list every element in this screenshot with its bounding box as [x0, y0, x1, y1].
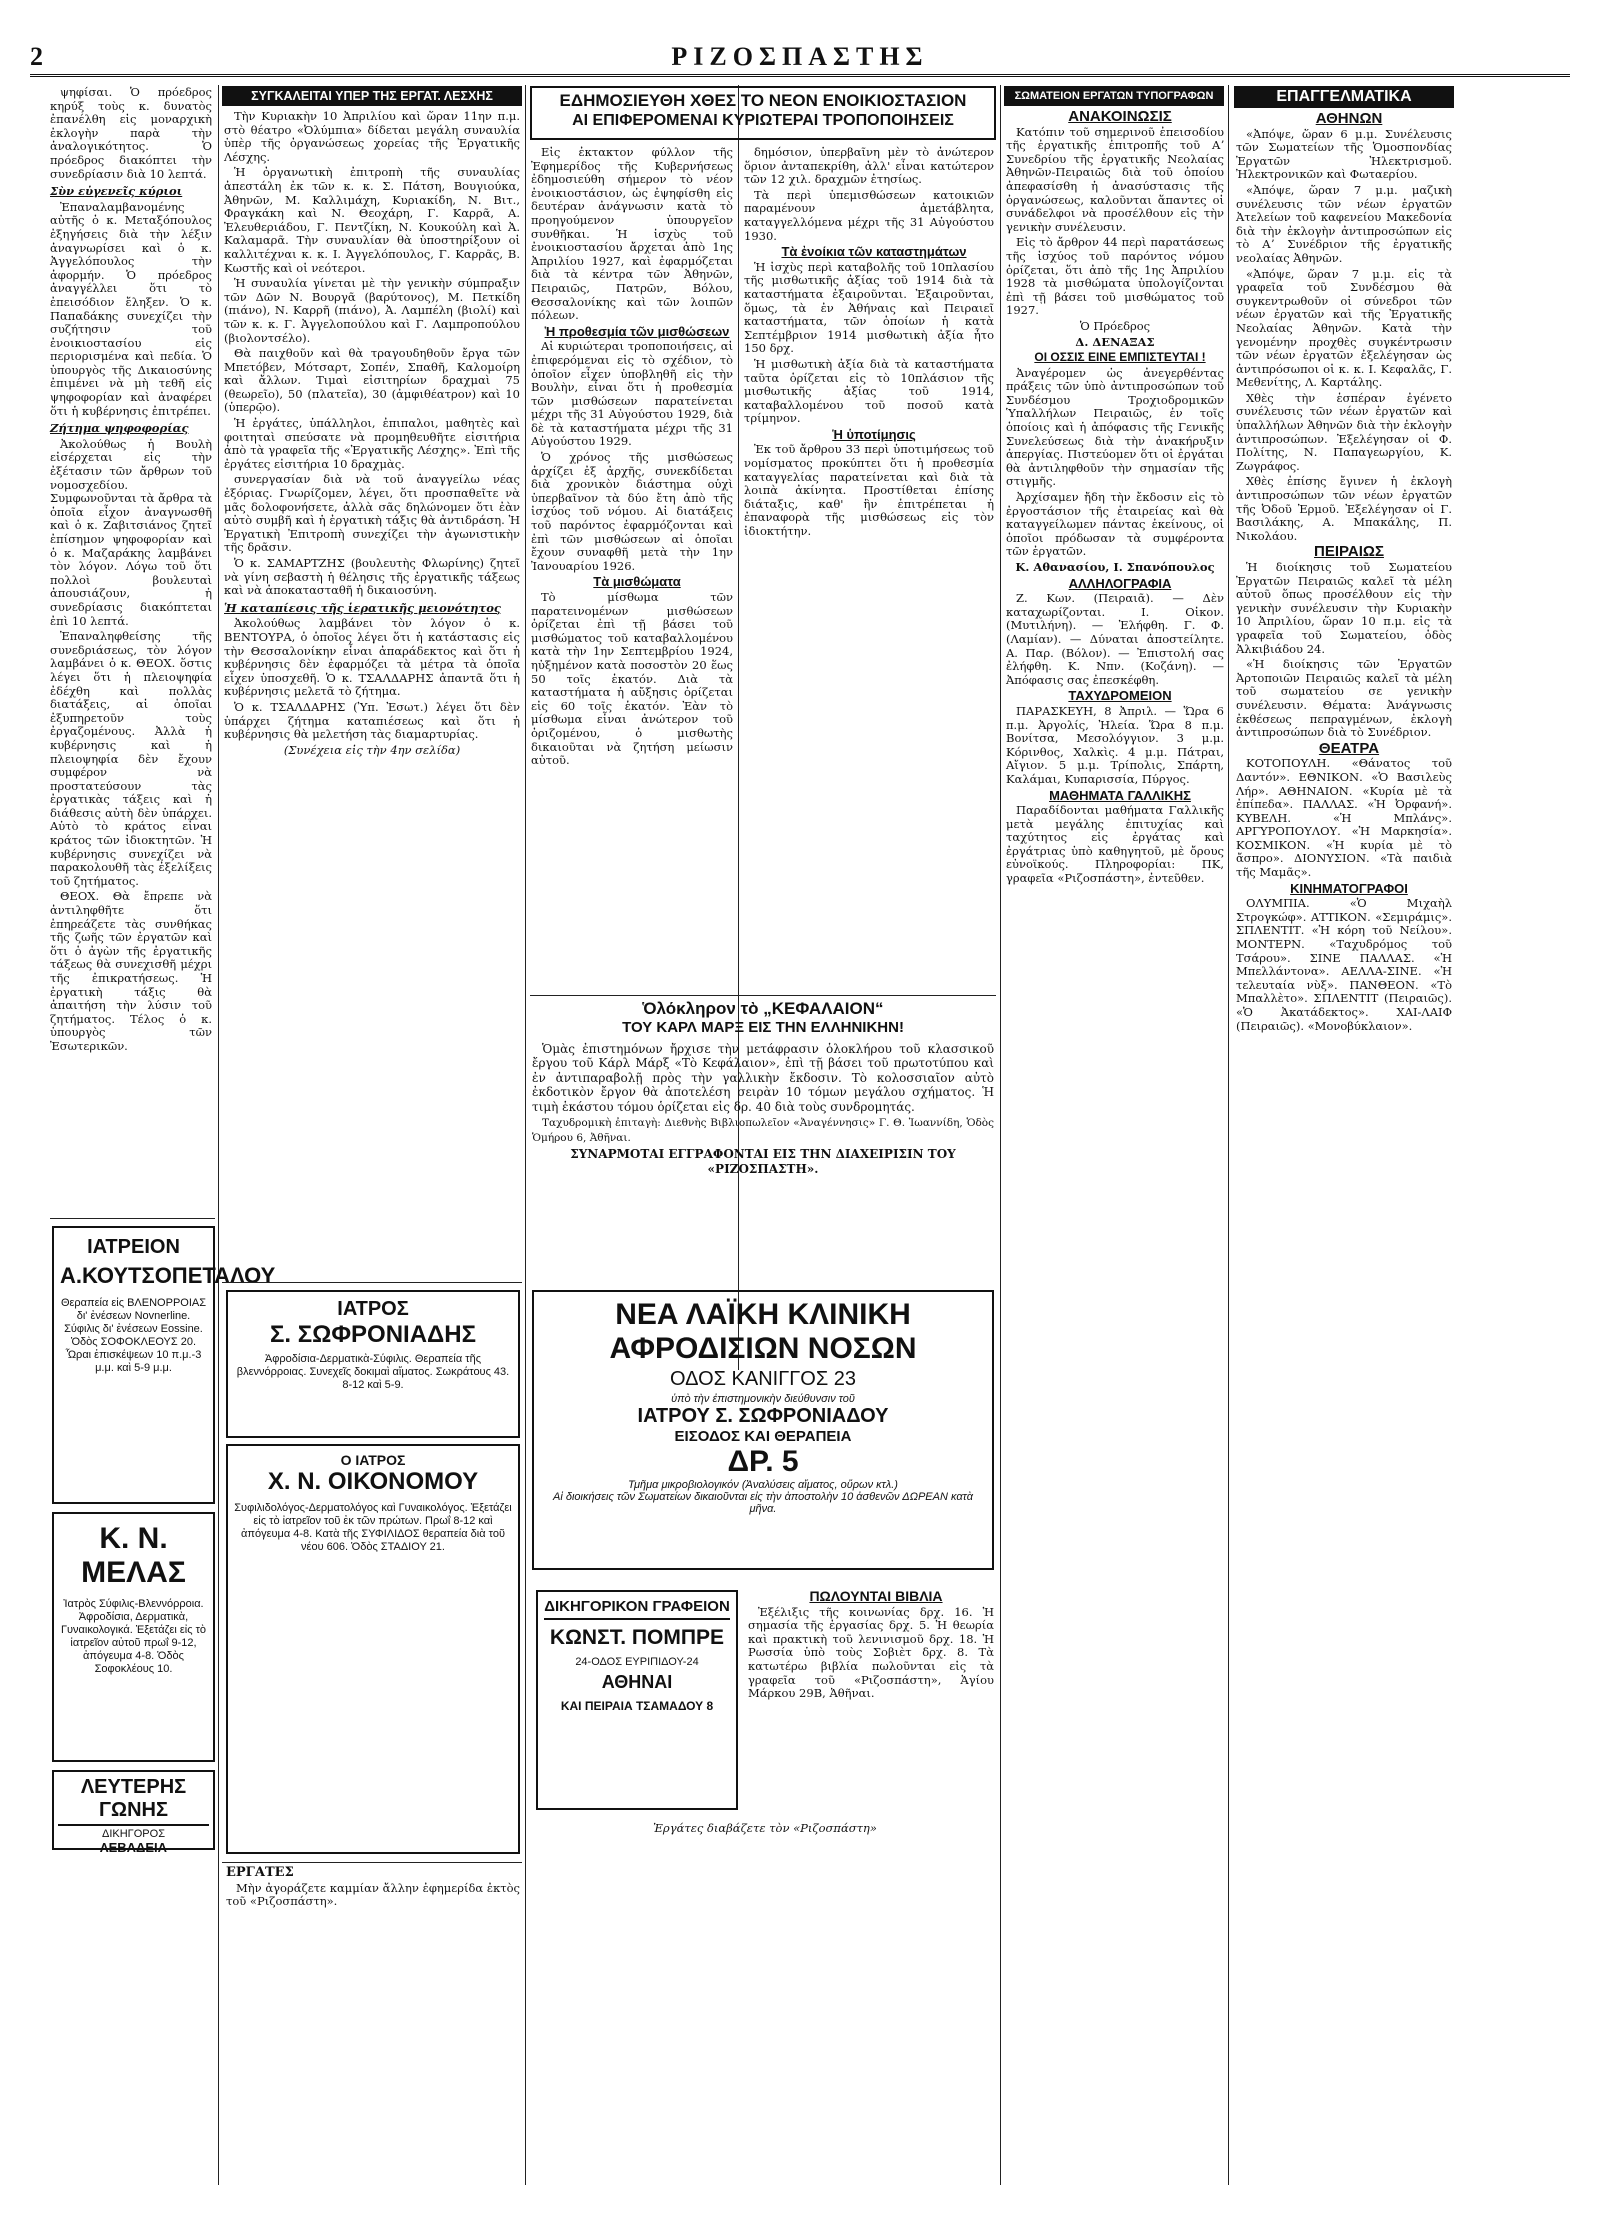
section-rule [222, 1282, 522, 1283]
ad-name: ΚΩΝΣΤ. ΠΟΜΠΡΕ [549, 1626, 725, 1649]
ad-body: Τμῆμα μικροβιολογικόν (Ἀναλύσεις αἵματος, οὔρων κτλ.) [628, 1479, 898, 1491]
ad-name: Α.ΚΟΥΤΣΟΠΕΤΑΛΟΥ [60, 1263, 276, 1288]
ad-books [748, 1590, 994, 1830]
section-subheading: ΤΑΧΥΔΡΟΜΕΙΟΝ [1068, 688, 1172, 704]
article-text: Ἀκολούθως λαμβάνει τὸν λόγον ὁ κ. ΒΕΝΤΟΥΡΑ, ὁ ὁποῖος λέγει ὅτι ἡ κατάστασις εἰς τὴν Θεσσαλονίκην εἶναι ἀπαράδεκτος καὶ ὅτι ἡ κυβέρνησις δὲν ἐφαρμόζει τὰ μέτρα τὰ ὁποῖα εἶχεν ὑποσχεθῆ. Ὁ κ. ΤΣΑΛΔΑΡΗΣ ἀπαντᾶ ὅτι ἡ κυβέρνησις μελετᾶ τὸ ζήτημα. [224, 616, 520, 699]
ad-address: 24-ΟΔΟΣ ΕΥΡΙΠΙΔΟΥ-24 [575, 1656, 699, 1668]
column-6 [1236, 112, 1452, 2112]
article-text: «Ἀπόψε, ὥραν 7 μ.μ. εἰς τὰ γραφεῖα τοῦ Συνδέσμου θὰ συγκεντρωθοῦν οἱ σύνεδροι τῶν νέων ἐργατῶν καὶ τῆς Ἐργατικῆς Νεολαίας Ἀθηνῶν. Κατὰ τὴν γενομένην προχθὲς συγκέντρωσιν τῶν νέων ἐργατῶν ἐξελέγησαν ὡς ἀντιπρόσωποι οἱ κ. κ. Ι. Κεφαλᾶς, Γ. Μεθενίτης, Λ. Καρτάλης. [1236, 266, 1452, 390]
kefalaion-notice [532, 1000, 994, 1278]
ad-name: Κ. Ν. ΜΕΛΑΣ [81, 1522, 186, 1589]
article-text: Ἡ διοίκησις τοῦ Σωματείου Ἐργατῶν Πειραιῶς καλεῖ τὰ μέλη αὐτοῦ ὅπως προσέλθουν εἰς τὴν γενικὴν συνέλευσιν τὴν Κυριακὴν 10 Ἀπριλίου, ὥραν 10 π.μ. εἰς τὰ γραφεῖα τοῦ Σωματείου, ὁδὸς Ἀλκιβιάδου 24. [1236, 560, 1452, 656]
masthead-title: ΡΙΖΟΣΠΑΣΤΗΣ [671, 42, 929, 71]
section-subheading: Ἡ καταπίεσις τῆς ἱερατικῆς μειονότητος [224, 600, 501, 615]
section-subheading: Ἡ προθεσμία τῶν μισθώσεων [544, 323, 730, 339]
section-subheading: Ἡ ὑποτίμησις [832, 426, 916, 442]
kefalaion-subtitle: ΤΟΥ ΚΑΡΛ ΜΑΡΞ ΕΙΣ ΤΗΝ ΕΛΛΗΝΙΚΗΝ! [622, 1018, 904, 1036]
ad-price: ΔΡ. 5 [727, 1445, 799, 1478]
article-text: Κατόπιν τοῦ σημερινοῦ ἐπεισοδίου τῆς ἐργατικῆς ἐπιτροπῆς τοῦ Αʼ Συνεδρίου τῆς ἐργατικῆς Νεολαίας Ἀθηνῶν-Πειραιῶς διὰ τοῦ ὁποίου ἀπεφασίσθη ἡ ἀνασύστασις τῆς ὀργανώσεως, καλοῦνται ἅπαντες οἱ συνάδελφοι νὰ προσέλθουν εἰς τὴν γενικὴν συνέλευσιν. [1006, 124, 1224, 234]
ad-doctor: ΙΑΤΡΟΥ Σ. ΣΩΦΡΟΝΙΑΔΟΥ [637, 1405, 889, 1427]
section-subheading: Ζήτημα ψηφοφορίας [50, 421, 189, 436]
article-text: Θὰ παιχθοῦν καὶ θὰ τραγουδηθοῦν ἔργα τῶν Μπετόβεν, Μότσαρτ, Σοπέν, Σπαθῆ, Καλομοίρη καὶ ἄλλων. Τιμαὶ εἰσιτηρίων δραχμαὶ 75 (θεωρεῖο), 50 (πλατεῖα), 30 (ἀμφιθέατρον) καὶ 10 (ὑπερῷο). [224, 346, 520, 415]
section-subheading: ΠΕΙΡΑΙΩΣ [1314, 543, 1384, 561]
ad-sofroniadis [226, 1290, 520, 1438]
section-subheading: ΑΝΑΚΟΙΝΩΣΙΣ [1068, 108, 1172, 125]
column-heading: ΣΥΓΚΑΛΕΙΤΑΙ ΥΠΕΡ ΤΗΣ ΕΡΓΑΤ. ΛΕΣΧΗΣ [222, 86, 522, 106]
ad-body: Ἐργάτες διαβάζετε τὸν «Ριζοσπάστη» [653, 1821, 877, 1835]
column-4 [744, 146, 994, 986]
ad-name: Χ. Ν. ΟΙΚΟΝΟΜΟΥ [267, 1468, 479, 1495]
article-text: Ἡ μισθωτικὴ ἀξία διὰ τὰ καταστήματα ταῦτα ὁρίζεται εἰς τὸ 10πλάσιον τῆς μισθωτικῆς ἀξίας τοῦ 1914, καταβαλλομένου τοῦ ποσοῦ κατὰ τρίμηνον. [744, 356, 994, 426]
section-subheading: ΑΛΛΗΛΟΓΡΑΦΙΑ [1068, 575, 1172, 591]
signature-name: Δ. ΔΕΝΑΞΑΣ [1075, 334, 1155, 349]
article-text: Ἀναγέρομεν ὡς ἀνεγερθέντας πράξεις τῶν ὑπὸ ἀντιπροσώπων τοῦ Συνδέσμου Τροχιοδρομικῶν Ὑπαλλήλων Πειραιῶς, ἐν τοῖς ὁποίοις καὶ ἡ ἀπόφασις τῆς Γενικῆς Συνελεύσεως διὰ τὴν ἀνακήρυξιν ἀπεργίας. Πιστεύομεν ὅτι οἱ ἐργάται θὰ ἀντιληφθοῦν τὴν σημασίαν τῆς στιγμῆς. [1006, 365, 1224, 489]
section-subheading: Σὺν εὐγενεῖς κύριοι [50, 184, 183, 199]
section-subheading: Τὰ ἐνοίκια τῶν καταστημάτων [781, 244, 967, 260]
ad-body: Αἱ διοικήσεις τῶν Σωματείων δικαιοῦνται εἰς τὴν ἀποστολὴν 10 ἀσθενῶν ΔΩΡΕΑΝ κατὰ μῆνα. [553, 1491, 973, 1515]
signature-name: Κ. Αθανασίου, Ι. Σπανόπουλος [1015, 560, 1215, 574]
article-text: ΚΟΤΟΠΟΥΛΗ. «Θάνατος τοῦ Δαντόν». ΕΘΝΙΚΟΝ. «Ὁ Βασιλεὺς Λήρ». ΑΘΗΝΑΙΟΝ. «Κυρία μὲ τὰ ἐπίπεδα». ΠΑΛΛΑΣ. «Ἡ Ὀρφανή». ΚΥΒΕΛΗ. «Ἡ Μπλάνς». ΑΡΓΥΡΟΠΟΥΛΟΥ. «Ἡ Μαρκησία». ΚΟΣΜΙΚΟΝ. «Ἡ κυρία μὲ τὸ ἄσπρο». ΔΙΟΝΥΣΙΟΝ. «Τὰ παιδιὰ τῆς Μαμᾶς». [1236, 756, 1452, 880]
article-text: «Ἡ διοίκησις τῶν Ἐργατῶν Ἀρτοποιῶν Πειραιῶς καλεῖ τὰ μέλη τοῦ σωματείου σε γενικὴν συνέλευσιν. Θέματα: Ἀνάγνωσις ἐκθέσεως πεπραγμένων, ἐκλογὴ ἀντιπροσώπων διὰ τὸ Συνέδριον. [1236, 657, 1452, 740]
main-headline [530, 86, 996, 140]
section-rule [530, 995, 996, 996]
article-text: Ἡ ἐργάτες, ὑπάλληλοι, ἐπιπαλοι, μαθητὲς καὶ φοιτηταὶ σπεύσατε νὰ προμηθευθῆτε εἰσιτήρια ἀπὸ τὰ γραφεῖα τῆς «Ἐργατικῆς Λέσχης». Ἐπὶ τῆς ἐργάτες εἰσιτήρια 10 δραχμὰς. [224, 416, 520, 471]
ad-melas [52, 1512, 215, 1762]
ad-title: ΔΙΚΗΓΟΡΙΚΟΝ ΓΡΑΦΕΙΟΝ [544, 1598, 730, 1620]
ad-body: ΕΙΣΟΔΟΣ ΚΑΙ ΘΕΡΑΠΕΙΑ [674, 1428, 852, 1445]
ad-address: ΟΔΟΣ ΚΑΝΙΓΓΟΣ 23 [670, 1368, 856, 1390]
section-subheading: ΑΘΗΝΩΝ [1315, 110, 1383, 127]
column-heading: ΕΠΑΓΓΕΛΜΑΤΙΚΑ [1234, 86, 1454, 108]
page-header [30, 42, 1570, 77]
article-text: δημόσιον, ὑπερβαῖνη μὲν τὸ ἀνώτερον ὅριον ἀνταπεκρίθη, ἀλλ' εἶναι κατώτερον τῶν 12 χιλ. δραχμῶν ἐτησίως. [744, 145, 994, 187]
article-text: «Ἀπόψε, ὥραν 7 μ.μ. μαζικὴ συνέλευσις τῶν νέων ἐργατῶν Ἀτελείων τοῦ καφενείου Μακεδονία διὰ τὴν ἐκλογὴν ἀντιπροσώπων εἰς τὸ Αʼ Συνέδριον τῆς ἐργατικῆς νεολαίας Ἀθηνῶν. [1236, 182, 1452, 265]
article-text: Ὁ χρόνος τῆς μισθώσεως ἀρχίζει ἐξ ἀρχῆς, συνεκδίδεται διὰ χρονικὸν διάστημα οὐχὶ ὑπερβαῖνον τὰ δύο ἔτη ἀπὸ τῆς ἰσχύος τοῦ νόμου. Αἱ διατάξεις τοῦ παρόντος ἐφαρμόζονται καὶ ἐπὶ τῶν μισθώσεων αἱ ὁποῖαι ἔχουν συναφθῆ μετὰ τὴν 1ην Ἰανουαρίου 1926. [531, 450, 733, 573]
article-text: συνεργασίαν διὰ νὰ τοῦ ἀναγγείλω νέας ἐξόριας. Γνωρίζομεν, λέγει, ὅτι προσπαθεῖτε νὰ μᾶς δολοφονήσετε, ἀλλὰ σᾶς δηλώνομεν ὅτι ἐὰν αὐτὸ συμβῆ καὶ ἡ ἐργατικὴ τάξις θὰ ἀντιδράση. Ἡ Ἐργατικὴ Ἐπιτροπὴ συνεχίζει τὴν ἀγωνιστικὴν τῆς δρᾶσιν. [224, 472, 520, 555]
ad-body: Θεραπεία εἰς ΒΛΕΝΟΡΡΟΙΑΣ δι' ἐνέσεων Novnerline. Σύφιλις δι' ἐνέσεων Eossine. Ὁδὸς ΣΟΦΟΚΛΕΟΥΣ 20. Ὧραι ἐπισκέψεων 10 π.μ.-3 μ.μ. καὶ 5-9 μ.μ. [60, 1297, 207, 1374]
ad-ergates [226, 1866, 520, 1926]
section-subheading: ΜΑΘΗΜΑΤΑ ΓΑΛΛΙΚΗΣ [1049, 787, 1191, 803]
article-text: Ἡ ἰσχὺς περὶ καταβολῆς τοῦ 10πλασίου τῆς μισθωτικῆς ἀξίας τοῦ 1914 διὰ τὰ καταστήματα ἐξαιροῦνται. Ἐξαιροῦνται, ὅμως, τὰ ἐν Ἀθήναις καὶ Πειραιεῖ καταστήματα, τῶν ὁποίων ἡ κατὰ Σεπτέμβριον 1914 μισθωτικὴ ἀξία ἦτο 150 δρχ. [744, 259, 994, 356]
ad-body: Ἰατρὸς Σύφιλις-Βλεννόρροια. Ἀφροδίσια, Δερματικὰ, Γυναικολογικά. Ἐξετάζει εἰς τὸ ἰατρεῖον αὐτοῦ πρωΐ 9-12, ἀπόγευμα 4-8. Ὁδὸς Σοφοκλέους 10. [60, 1598, 207, 1675]
article-text: Εἰς τὸ ἄρθρον 44 περὶ παρατάσεως τῆς ἰσχύος τοῦ παρόντος νόμου ὁρίζεται, ὅτι ἀπὸ τῆς 1ης Ἀπριλίου 1928 τὰ μισθώματα ὑπολογίζονται ἐπὶ τῇ βάσει τοῦ μισθώματος τοῦ 1927. [1006, 235, 1224, 318]
article-text: Ἐπαναλαμβανομένης αὐτῆς ὁ κ. Μεταξόπουλος ἐξηγήσεις διὰ τὴν λέξιν ἀναγνωρίσει καὶ ὁ κ. Ἀγγελόπουλος τὴν ἀφορμήν. Ὁ πρόεδρος ἀναγγέλλει ὅτι τὸ ἐπεισόδιον ἔληξεν. Ὁ κ. Παπαδάκης συνεχίζει τὴν συζήτησιν τοῦ ἐνοικιοστασίου εἰς περιορισμένα καὶ πεδία. Ὁ ὑπουργὸς τῆς Δικαιοσύνης ἐπιμένει νὰ μὴ τεθῆ εἰς ψηφοφορίαν καὶ ἀναφέρει ὅτι ἡ κυβέρνησις ἐπιτρέπει. [50, 199, 212, 418]
section-subheading: ΘΕΑΤΡΑ [1318, 739, 1380, 757]
ad-title: ΝΕΑ ΛΑΪΚΗ ΚΛΙΝΙΚΗ [615, 1298, 911, 1331]
section-rule [222, 1862, 522, 1863]
article-text: ΣΥΝΑΡΜΟΤΑΙ ΕΓΓΡΑΦΟΝΤΑΙ ΕΙΣ ΤΗΝ ΔΙΑΧΕΙΡΙΣΙΝ ΤΟΥ «ΡΙΖΟΣΠΑΣΤΗ». [570, 1147, 956, 1176]
main-headline-title: ΕΔΗΜΟΣΙΕΥΘΗ ΧΘΕΣ ΤΟ ΝΕΟΝ ΕΝΟΙΚΙΟΣΤΑΣΙΟΝ [559, 91, 967, 110]
column-1 [50, 86, 212, 1214]
column-5 [1006, 110, 1224, 2110]
ad-body: Μὴν ἀγοράζετε καμμίαν ἄλλην ἐφημερίδα ἐκτὸς τοῦ «Ριζοσπάστη». [226, 1880, 520, 1909]
ad-name: Σ. ΣΩΦΡΟΝΙΑΔΗΣ [269, 1321, 477, 1348]
ad-gonis [52, 1770, 215, 1855]
article-text: Ἡ ὀργανωτικὴ ἐπιτροπὴ τῆς συναυλίας ἀπεστάλη ἐκ τῶν κ. κ. Σ. Πάτση, Βουγιούκα, Ἀθηνῶν, Μ. Καλλιμάχη, Κυριακίδη, Ν. Βιτ., Φραγκάκη καὶ Ν. Θεοχάρη, Γ. Καρρᾶ, Α. Ἐλευθεριάδου, Γ. Πεντζίκη, Ν. Κουκούλη καὶ Ἀ. Καλαμαρᾶ. Τὴν συναυλίαν θὰ ὑποστηρίξουν οἱ καλλιτέχναι κ. κ. Ι. Ἀγγελόπουλος, Γ. Καρρᾶς, Β. Κωστῆς καὶ οἱ νεότεροι. [224, 165, 520, 275]
article-text: Ταχυδρομικὴ ἐπιταγὴ: Διεθνὴς Βιβλιοπωλεῖον «Ἀναγέννησις» Γ. Θ. Ἰωαννίδη, Ὁδὸς Ὁμήρου 6, Ἀθῆναι. [532, 1117, 994, 1144]
ad-rizospastis [536, 1822, 994, 1844]
section-subheading: ΟΙ ΟΣΣΙΣ ΕΙΝΕ ΕΜΠΙΣΤΕΥΤΑΙ ! [1034, 350, 1206, 365]
article-text: Χθὲς τὴν ἑσπέραν ἐγένετο συνέλευσις τῶν νέων ἐργατῶν καὶ ὑπαλλήλων Ἀθηνῶν διὰ τὴν ἐκλογὴν ἀντιπροσώπων. Ἐξελέγησαν οἱ Φ. Πολίτης, Ν. Παπαγεωργίου, Κ. Ζωγράφος. [1236, 390, 1452, 473]
article-text: ψηφίσαι. Ὁ πρόεδρος κηρύξ τοὺς κ. δυνατὸς ἐπανέλθη εἰς μοναρχικὴ ἐκλογὴν παρὰ τὴν ἀναλογικότητος. Ὁ πρόεδρος διακόπτει τὴν συνεδρίασιν διὰ 10 λεπτά. [50, 85, 212, 181]
section-subheading: Τὰ μισθώματα [593, 574, 681, 590]
ad-body: Συφιλιδολόγος-Δερματολόγος καὶ Γυναικολόγος. Ἐξετάζει εἰς τὸ ἰατρεῖον τοῦ ἐκ τῶν πρώτων. Πρωΐ 8-12 καὶ ἀπόγευμα 4-8. Κατὰ τῆς ΣΥΦΙΛΙΔΟΣ θεραπεία διὰ τοῦ νέου 606. Ὁδὸς ΣΤΑΔΙΟΥ 21. [234, 1502, 512, 1553]
article-text: Παραδίδονται μαθήματα Γαλλικῆς μετὰ μεγάλης ἐπιτυχίας καὶ ταχύτητος εἰς ἐργάτας καὶ ἐργάτριας ὑπὸ καθηγητοῦ, μὲ ὄρους εὐνοϊκούς. Πληροφορίαι: ΠΚ, γραφεῖα «Ριζοσπάστη», ἐντεῦθεν. [1006, 803, 1224, 886]
continuation-note: (Συνέχεια εἰς τὴν 4ην σελίδα) [283, 742, 461, 757]
ad-city: ΛΕΒΑΔΕΙΑ [99, 1840, 168, 1855]
article-text: Ἐκ τοῦ ἄρθρου 33 περὶ ὑποτιμήσεως τοῦ νομίσματος προκύπτει ὅτι ἡ προθεσμία καταγγελίας παρατείνεται καὶ διὰ τὰ λοιπὰ ἀκίνητα. Προστίθεται ἐπίσης διάταξις, καθ' ἣν ἐπιτρέπεται ἡ ἐπαναφορὰ τῆς μισθώσεως εἰς τὸν ἰδιοκτήτην. [744, 442, 994, 539]
ad-name: ΛΕΥΤΕΡΗΣ ΓΩΝΗΣ [58, 1776, 209, 1826]
signature-title: Ὁ Πρόεδρος [1079, 318, 1151, 333]
ad-title: Ο ΙΑΤΡΟΣ [340, 1452, 406, 1468]
ad-title: ΠΩΛΟΥΝΤΑΙ ΒΙΒΛΙΑ [809, 1588, 943, 1604]
article-text: Ὁ κ. ΣΑΜΑΡΤΖΗΣ (βουλευτὴς Φλωρίνης) ζητεῖ νὰ γίνη σεβαστὴ ἡ θέλησις τῆς ἐργατικῆς τάξεως καὶ νὰ ἀποκατασταθῆ ἡ δικαιοσύνη. [224, 556, 520, 598]
ad-body: ΚΑΙ ΠΕΙΡΑΙΑ ΤΣΑΜΑΔΟΥ 8 [560, 1699, 714, 1713]
ad-title: ΙΑΤΡΟΣ [337, 1298, 409, 1320]
ad-body: Ἀφροδίσια-Δερματικὰ-Σύφιλις. Θεραπεία τῆς βλεννόρροιας. Συνεχεῖς δοκιμαὶ αἵματος. Σωκράτους 43. 8-12 καὶ 5-9. [236, 1353, 510, 1391]
ad-title: ΙΑΤΡΕΙΟΝ [87, 1236, 180, 1258]
ad-laiki-kliniki [532, 1290, 994, 1570]
article-text: Ἐπαναληφθείσης τῆς συνεδριάσεως, τὸν λόγον λαμβάνει ὁ κ. ΘΕΟΧ. ὅστις λέγει ὅτι ἡ πλειοψηφία ἐδέχθη καὶ πολλὰς διατάξεις, αἱ ὁποῖαι ἐξυπηρετοῦν τοὺς ἐργαζομένους. Ἀλλὰ ἡ κυβέρνησις καὶ ἡ πλειοψηφία δὲν ἔχουν συμφέρον νὰ προστατεύσουν τὰς ἐργατικὰς τάξεις καὶ ἡ διάθεσις αὐτὴ δὲν ὑπάρχει. Αὐτὸ τὸ κράτος εἶναι κράτος τῶν ἰδιοκτητῶν. Ἡ κυβέρνησις συνεχίζει νὰ παρακολουθῆ τὰς ἐξελίξεις τοῦ ζητήματος. [50, 629, 212, 888]
page-number: 2 [30, 42, 43, 71]
article-text: ΠΑΡΑΣΚΕΥΗ, 8 Ἀπριλ. — Ὥρα 6 π.μ. Ἀργολίς, Ἠλεία. Ὥρα 8 π.μ. Βονίτσα, Μεσολόγγιον. 3 μ.μ. Κόρινθος, Χαλκὶς. 4 μ.μ. Πάτραι, Αἴγιον. 5 μ.μ. Τρίπολις, Σπάρτη, Καλάμαι, Κυπαρισσία, Πύργος. [1006, 703, 1224, 786]
ad-pompre [536, 1590, 738, 1810]
article-text: ΘΕΟΧ. Θὰ ἔπρεπε νὰ ἀντιληφθῆτε ὅτι ἐπηρεάζετε τὰς συνθήκας τῆς ζωῆς τῶν ἐργατῶν καὶ ὅτι ὁ ἀγὼν τῆς ἐργατικῆς τάξεως θὰ συνεχισθῆ μέχρι τῆς ἐπικρατήσεως. Ἡ ἐργατικὴ τάξις θὰ ἀπαιτήση τὴν λύσιν τοῦ ζητήματος. Τέλος ὁ κ. ὑπουργὸς τῶν Ἐσωτερικῶν. [50, 889, 212, 1053]
column-rule [1000, 85, 1001, 2185]
section-subheading: ΚΙΝΗΜΑΤΟΓΡΑΦΟΙ [1290, 880, 1408, 896]
column-rule [525, 85, 526, 2185]
ad-oikonomou [226, 1444, 520, 1854]
column-heading: ΣΩΜΑΤΕΙΟΝ ΕΡΓΑΤΩΝ ΤΥΠΟΓΡΑΦΩΝ [1004, 86, 1224, 106]
article-text: Τὸ μίσθωμα τῶν παρατεινομένων μισθώσεων ὁρίζεται ἐπὶ τῇ βάσει τοῦ μισθώματος τοῦ καταβαλλομένου κατὰ τὴν 1ην Σεπτεμβρίου 1924, ηὐξημένον κατὰ ποσοστὸν 20 ἕως 50 τοῖς ἑκατόν. Διὰ τὰ καταστήματα ἡ αὔξησις ὁρίζεται εἰς 60 τοῖς ἑκατόν. Ἐὰν τὸ μίσθωμα εἶναι ἀνώτερον τοῦ ὁριζομένου, ὁ μισθωτὴς δικαιοῦται νὰ ζητήση μείωσιν αὐτοῦ. [531, 590, 733, 768]
column-rule [218, 85, 219, 2185]
ad-body: Ἐξέλιξις τῆς κοινωνίας δρχ. 16. Ἡ σημασία τῆς ἐργασίας δρχ. 5. Ἡ θεωρία καὶ πρακτικὴ τοῦ λενινισμοῦ δρχ. 18. Ἡ Ρωσσία ὑπὸ τοὺς Σοβιὲτ δρχ. 8. Τὰ κατωτέρω βιβλία πωλοῦνται εἰς τὰ γραφεῖα τοῦ «Ριζοσπάστη», Ἁγίου Μάρκου 29Β, Ἀθῆναι. [748, 1604, 994, 1701]
ad-body: ὑπὸ τὴν ἐπιστημονικὴν διεύθυνσιν τοῦ [671, 1393, 855, 1405]
article-text: «Ἀπόψε, ὥραν 6 μ.μ. Συνέλευσις τῶν Σωματείων τῆς Ὁμοσπονδίας Ἐργατῶν Ἠλεκτρισμοῦ. Ἠλεκτρονικῶν καὶ Φωταερίου. [1236, 126, 1452, 182]
article-text: Ἡ συναυλία γίνεται μὲ τὴν γενικὴν σύμπραξιν τῶν Δῶν Ν. Βουργᾶ (βαρύτονος), Μ. Πετκίδη (πιάνο), Ν. Καρρῆ (πιάνο), Ἀ. Λαμπέλη (βιολί) καὶ τῶν κ. κ. Γ. Ἀγγελοπούλου καὶ Γ. Λαμπροπούλου (βιολοντσέλο). [224, 276, 520, 345]
article-text: Τὰ περὶ ὑπεμισθώσεων κατοικιῶν παραμένουν ἀμετάβλητα, καταγγελλόμενα μέχρι τῆς 31 Αὐγούστου 1930. [744, 187, 994, 243]
article-text: Τὴν Κυριακὴν 10 Ἀπριλίου καὶ ὥραν 11ην π.μ. στὸ θέατρο «Ὀλύμπια» δίδεται μεγάλη συναυλία ὑπὲρ τῆς ὀργανώσεως χορείας τῆς Ἐργατικῆς Λέσχης. [224, 109, 520, 164]
article-text: ΟΛΥΜΠΙΑ. «Ὁ Μιχαὴλ Στρογκώφ». ΑΤΤΙΚΟΝ. «Σεμιράμις». ΣΠΛΕΝΤΙΤ. «Ἡ κόρη τοῦ Νείλου». ΜΟΝΤΕΡΝ. «Ταχυδρόμος τοῦ Τσάρου». ΣΙΝΕ ΠΑΛΛΑΣ. «Ἡ Μπελλάντονα». ΑΕΛΛΑ-ΣΙΝΕ. «Ἡ τελευταία νὺξ». ΠΑΝΘΕΟΝ. «Τὸ Μπαλλὲτο». ΣΠΛΕΝΤΙΤ (Πειραιῶς). «Ὁ Ἀκατάδεκτος». ΧΑΙ-ΛΑΙΦ (Πειραιῶς). «Μονοβύκλαιον». [1236, 896, 1452, 1033]
article-text: Αἱ κυριώτεραι τροποποιήσεις, αἱ ἐπιφερόμεναι εἰς τὸ σχέδιον, τὸ ὁποῖον εἶχεν ὑποβληθῆ εἰς τὴν Βουλὴν, εἶναι ὅτι ἡ προθεσμία τῶν μισθώσεων παρατείνεται μέχρι τῆς 31 Αὐγούστου 1929, διὰ δὲ τὰ καταστήματα μέχρι τῆς 31 Αὐγούστου 1929. [531, 339, 733, 449]
main-headline-subtitle: ΑΙ ΕΠΙΦΕΡΟΜΕΝΑΙ ΚΥΡΙΩΤΕΡΑΙ ΤΡΟΠΟΠΟΙΗΣΕΙΣ [572, 111, 954, 129]
ad-koutsopetalou [52, 1226, 276, 1504]
article-text: Χθὲς ἐπίσης ἔγινεν ἡ ἐκλογὴ ἀντιπροσώπων τῶν νέων ἐργατῶν τῆς Ὀδοῦ Ἐρμοῦ. Ἐξελέγησαν οἱ Γ. Βασιλάκης, Α. Μπακάλης, Π. Νικολάου. [1236, 474, 1452, 543]
ad-city: ΑΘΗΝΑΙ [601, 1672, 673, 1692]
column-rule [1228, 85, 1229, 2185]
kefalaion-title: Ὁλόκληρον τὸ „ΚΕΦΑΛΑΙΟΝ“ [642, 999, 884, 1018]
article-text: Ὁ κ. ΤΣΑΛΔΑΡΗΣ (Ὑπ. Ἐσωτ.) λέγει ὅτι δὲν ὑπάρχει ζήτημα καταπιέσεως καὶ ὅτι ἡ κυβέρνησις θὰ μελετήση τὰς διαμαρτυρίας. [224, 699, 520, 742]
ad-body: ΔΙΚΗΓΟΡΟΣ [102, 1828, 165, 1840]
article-text: Ζ. Κων. (Πειραιᾶ). — Δὲν καταχωρίζονται. Ι. Οἰκον. (Μυτιλήνη). — Ἐλήφθη. Γ. Φ. (Λαμίαν). — Δύναται ἀποστείλητε. Α. Παρ. (Βόλον). — Ἐπιστολή σας ἐλήφθη. Κ. Νπν. (Κοζάνη). — Ἀπόφασις σας ἐπεσκέφθη. [1006, 591, 1224, 687]
ad-subtitle: ΑΦΡΟΔΙΣΙΩΝ ΝΟΣΩΝ [609, 1332, 917, 1365]
article-text: Ἀκολούθως ἡ Βουλὴ εἰσέρχεται εἰς τὴν ἐξέτασιν τῶν ἄρθρων τοῦ νομοσχεδίου. Συμφωνοῦνται τὰ ἄρθρα τὰ ὁποῖα εἶχον ἀναγνωσθῆ καὶ ὁ κ. Ζαβιτσιάνος ζητεῖ ἐπίσημον ψηφοφορίαν καὶ ὁ κ. Μαζαράκης λαμβάνει τὸν λόγον. Λόγω τοῦ ὅτι πολλοὶ βουλευταὶ ἀπουσιάζουν, ἡ συνεδρίασις διακόπτεται ἐπὶ 10 λεπτά. [50, 436, 212, 628]
ad-title: ΕΡΓΑΤΕΣ [226, 1865, 294, 1880]
section-rule [50, 1218, 215, 1219]
article-text: Εἰς ἐκτακτον φύλλον τῆς Ἐφημερίδος τῆς Κυβερνήσεως ἐδημοσιεύθη σήμερον τὸ νέον ἐνοικιοστάσιον, ὡς ἐψηφίσθη εἰς δευτέραν ἀνάγνωσιν κατὰ τὸ προηγούμενον ὑπουργεῖον συνθῆκαι. Ἡ ἰσχὺς τοῦ ἐνοικιοστασίου ἄρχεται ἀπὸ 1ης Ἀπριλίου 1927, καὶ ἐφαρμόζεται διὰ τὰ κέντρα τῶν Ἀθηνῶν, Πειραιῶς, Πατρῶν, Βόλου, Θεσσαλονίκης καὶ τῶν λοιπῶν πόλεων. [531, 145, 733, 323]
article-text: Ὁμὰς ἐπιστημόνων ἤρχισε τὴν μετάφρασιν ὁλοκλήρου τοῦ κλασσικοῦ ἔργου τοῦ Κάρλ Μάρξ «Τὸ Κεφάλαιον», ἐπὶ τῇ βάσει τοῦ πρωτοτύπου καὶ ἐν ἀντιπαραβολῇ πρὸς τὴν γαλλικὴν ἔκδοσιν. Τὸ κολοσσιαῖον αὐτὸ ἐκδοτικὸν ἔργον θὰ ἀποτελέση σειρὰν 10 τόμων μεγάλου σχήματος. Ἡ τιμὴ ἑκάστου τόμου ὁρίζεται εἰς δρ. 40 διὰ τοὺς συνδρομητάς. [532, 1041, 994, 1114]
column-2 [224, 110, 520, 1270]
article-text: Ἀρχίσαμεν ἤδη τὴν ἔκδοσιν εἰς τὸ ἐργοστάσιον τῆς ἐταιρείας καὶ θὰ καταγγείλωμεν πάντας ἐκείνους, οἱ ὁποῖοι πρόδωσαν τὰ συμφέροντα τῶν ἐργατῶν. [1006, 490, 1224, 559]
